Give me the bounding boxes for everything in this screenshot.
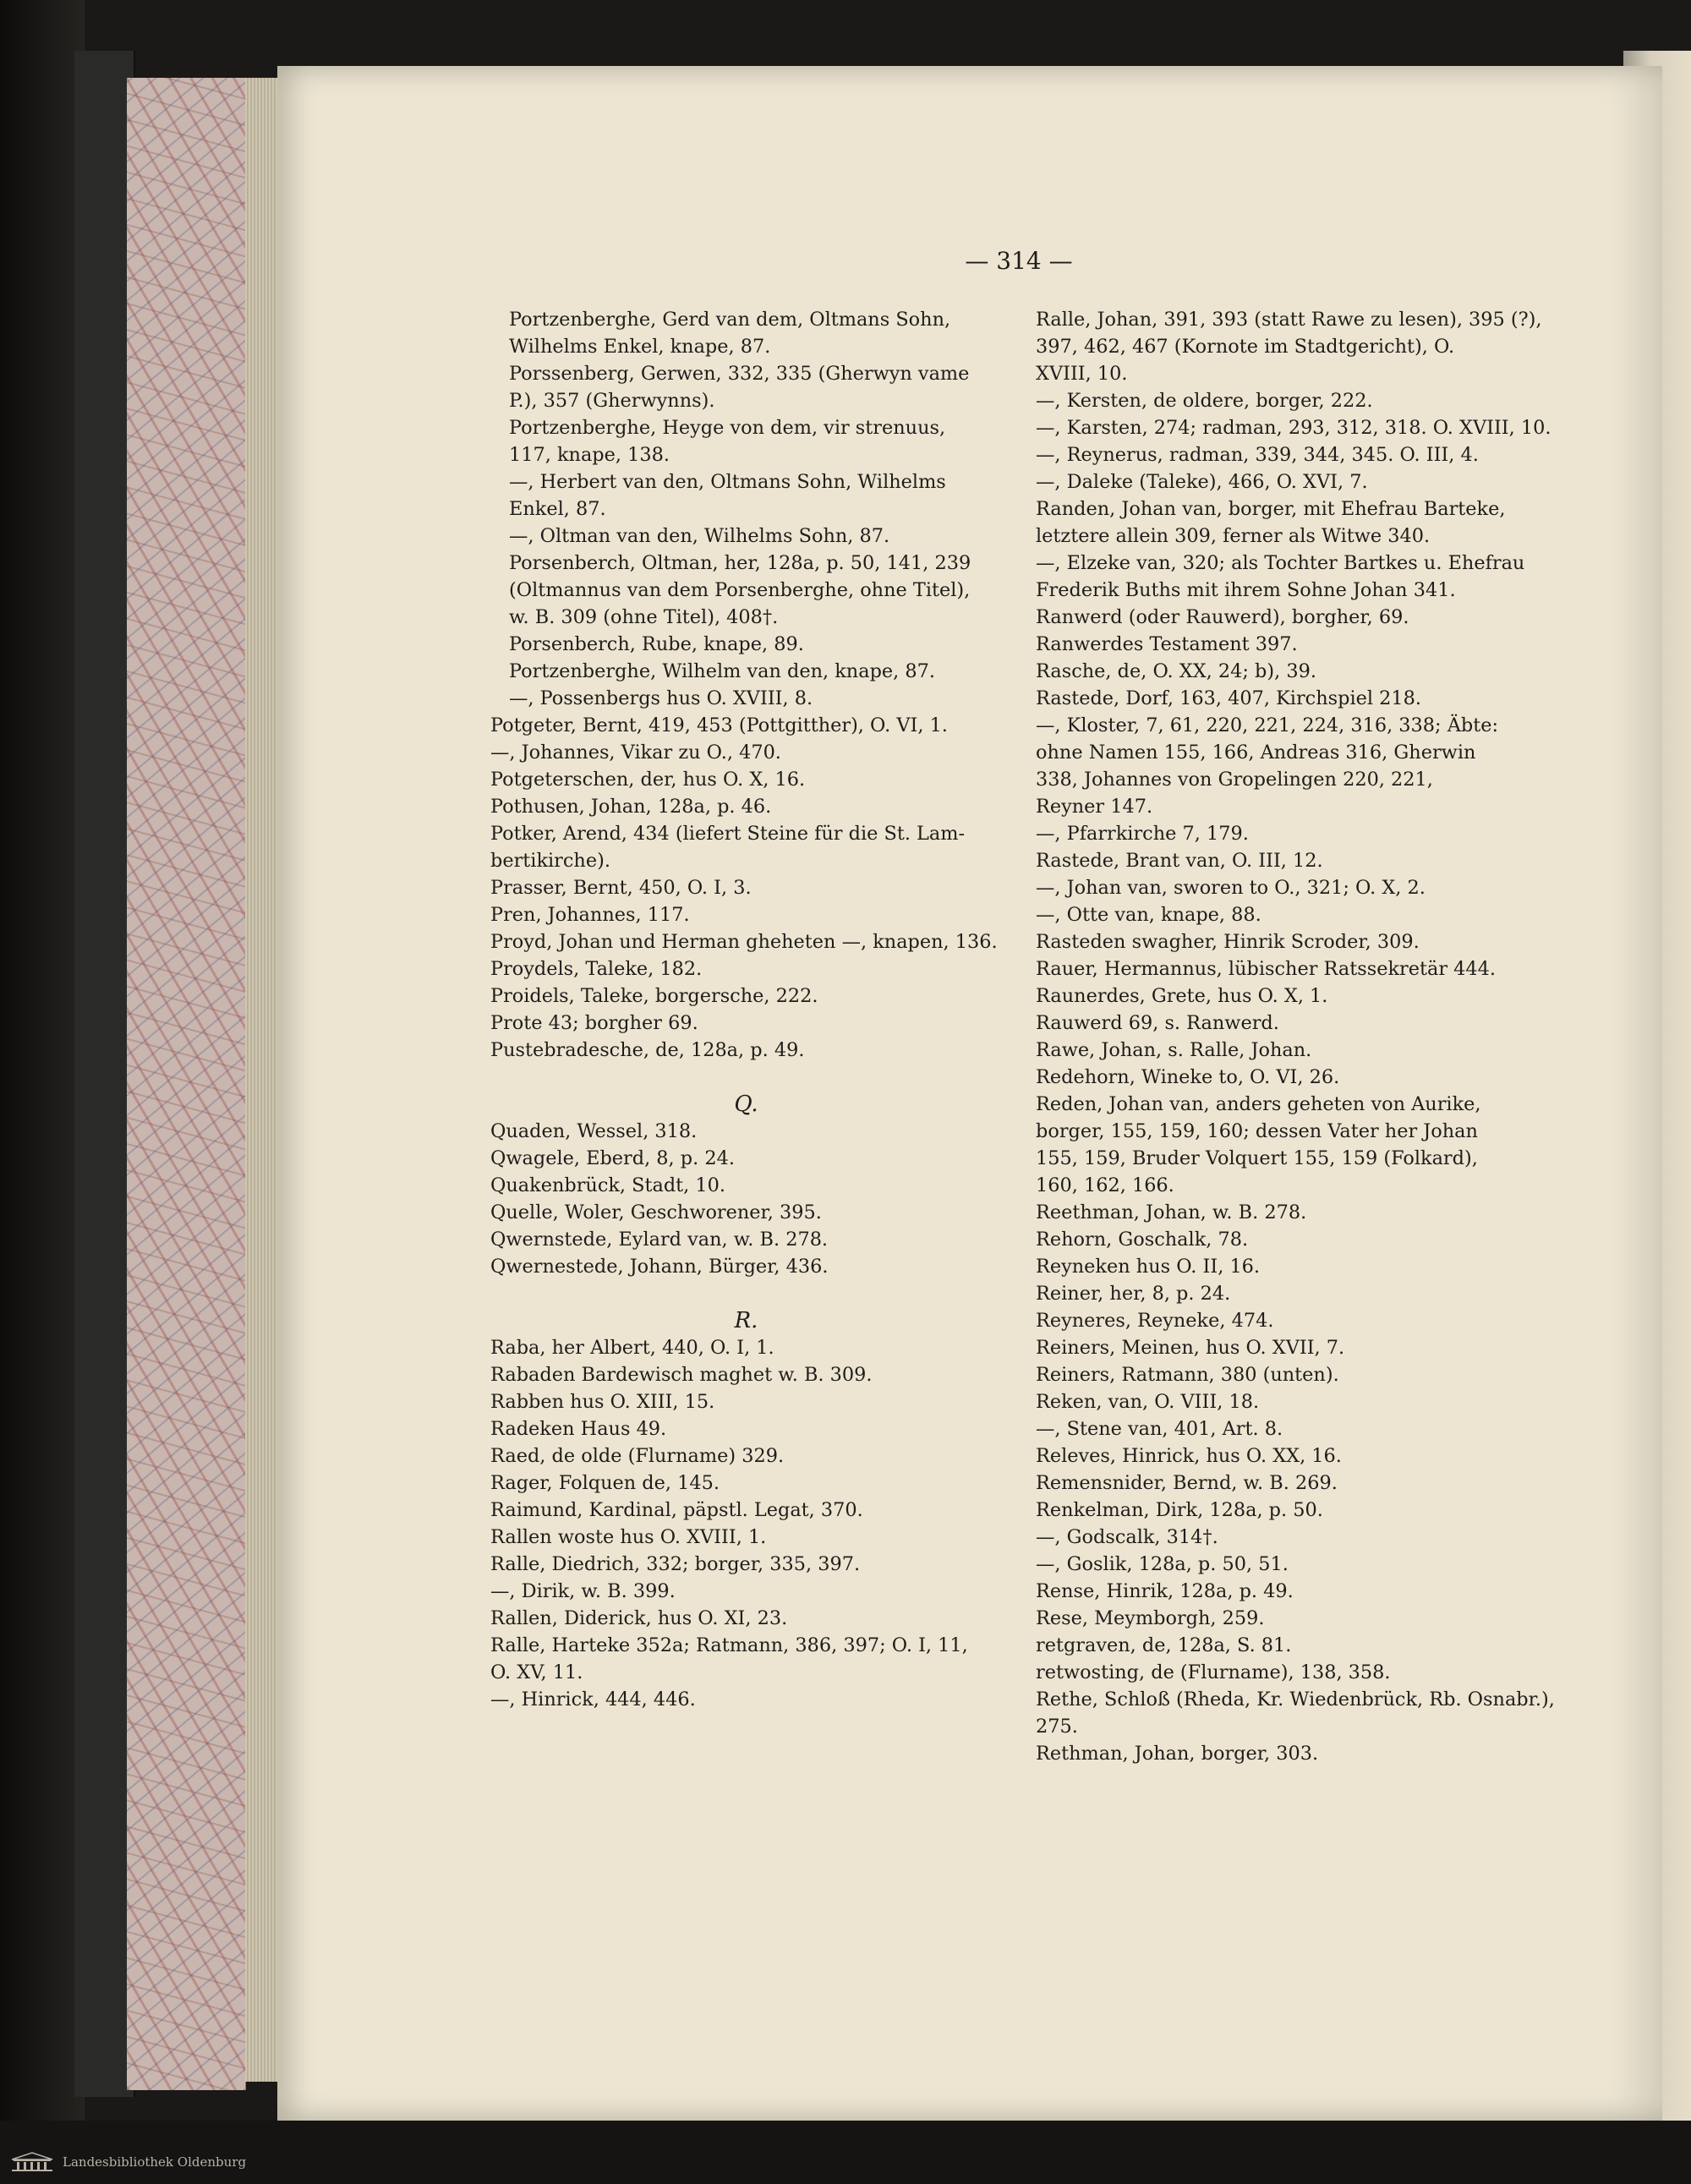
- index-entry-line: Portzenberghe, Wilhelm van den, knape, 87.: [509, 660, 935, 682]
- index-entry-line: —, Johan van, sworen to O., 321; O. X, 2.: [1036, 877, 1426, 899]
- index-entry-line: Reyneres, Reyneke, 474.: [1036, 1310, 1274, 1332]
- index-entry-line: Rawe, Johan, s. Ralle, Johan.: [1036, 1039, 1312, 1061]
- book-edge: [0, 0, 85, 2184]
- index-entry-line: 275.: [1036, 1716, 1078, 1738]
- index-entry-line: Rabben hus O. XIII, 15.: [490, 1391, 715, 1413]
- index-entry-line: (Oltmannus van dem Porsenberghe, ohne Titel),: [509, 579, 971, 601]
- index-entry-line: 155, 159, Bruder Volquert 155, 159 (Folkard),: [1036, 1147, 1478, 1169]
- index-entry-line: 397, 462, 467 (Kornote im Stadtgericht), O.: [1036, 336, 1455, 358]
- index-entry-line: 160, 162, 166.: [1036, 1174, 1174, 1196]
- index-entry-line: 338, Johannes von Gropelingen 220, 221,: [1036, 769, 1433, 791]
- index-entry-line: XVIII, 10.: [1036, 363, 1128, 385]
- index-entry-line: Portzenberghe, Heyge von dem, vir strenuus,: [509, 417, 946, 439]
- index-entry-line: Reethman, Johan, w. B. 278.: [1036, 1201, 1307, 1223]
- index-entry-line: Ranwerdes Testament 397.: [1036, 633, 1298, 655]
- marbled-endpaper: [127, 78, 246, 2090]
- page-stack-edge: [245, 78, 279, 2082]
- index-entry-line: Redehorn, Wineke to, O. VI, 26.: [1036, 1066, 1340, 1088]
- index-entry-line: —, Oltman van den, Wilhelms Sohn, 87.: [509, 525, 890, 547]
- library-name: Landesbibliothek Oldenburg: [63, 2154, 247, 2170]
- index-entry-line: Remensnider, Bernd, w. B. 269.: [1036, 1472, 1338, 1494]
- index-entry-line: Prasser, Bernt, 450, O. I, 3.: [490, 877, 752, 899]
- index-entry-line: —, Kloster, 7, 61, 220, 221, 224, 316, 338; Äbte:: [1036, 714, 1498, 736]
- index-entry-line: Reden, Johan van, anders geheten von Aurike,: [1036, 1093, 1481, 1115]
- index-entry-line: —, Pfarrkirche 7, 179.: [1036, 823, 1249, 845]
- index-entry-line: Reiners, Ratmann, 380 (unten).: [1036, 1364, 1339, 1386]
- index-entry-line: Rauer, Hermannus, lübischer Ratssekretär 444.: [1036, 958, 1497, 980]
- index-entry-line: Ralle, Johan, 391, 393 (statt Rawe zu lesen), 395 (?),: [1036, 309, 1542, 331]
- index-entry-line: Potgeter, Bernt, 419, 453 (Pottgitther), O. VI, 1.: [490, 714, 948, 736]
- index-entry-line: Ranwerd (oder Rauwerd), borgher, 69.: [1036, 606, 1409, 628]
- index-entry-line: retwosting, de (Flurname), 138, 358.: [1036, 1661, 1391, 1683]
- index-entry-line: ohne Namen 155, 166, Andreas 316, Gherwin: [1036, 742, 1476, 764]
- index-entry-line: —, Stene van, 401, Art. 8.: [1036, 1418, 1283, 1440]
- index-entry-line: Porssenberg, Gerwen, 332, 335 (Gherwyn vame: [509, 363, 970, 385]
- index-entry-line: Pothusen, Johan, 128a, p. 46.: [490, 796, 772, 818]
- index-entry-line: —, Dirik, w. B. 399.: [490, 1580, 676, 1602]
- index-entry-line: Rauwerd 69, s. Ranwerd.: [1036, 1012, 1279, 1034]
- index-entry-line: Pren, Johannes, 117.: [490, 904, 690, 926]
- index-entry-line: —, Reynerus, radman, 339, 344, 345. O. III, 4.: [1036, 444, 1479, 466]
- index-entry-line: —, Godscalk, 314†.: [1036, 1526, 1218, 1548]
- index-entry-line: Rallen woste hus O. XVIII, 1.: [490, 1526, 767, 1548]
- index-entry-line: Rastede, Brant van, O. III, 12.: [1036, 850, 1323, 872]
- library-footer: [10, 2148, 246, 2176]
- index-entry-line: Releves, Hinrick, hus O. XX, 16.: [1036, 1445, 1342, 1467]
- index-entry-line: Reiner, her, 8, p. 24.: [1036, 1283, 1231, 1305]
- index-entry-line: Prote 43; borgher 69.: [490, 1012, 698, 1034]
- index-entry-line: Randen, Johan van, borger, mit Ehefrau Barteke,: [1036, 498, 1506, 520]
- index-entry-line: Rasche, de, O. XX, 24; b), 39.: [1036, 660, 1316, 682]
- index-entry-line: Rense, Hinrik, 128a, p. 49.: [1036, 1580, 1294, 1602]
- index-entry-line: Raba, her Albert, 440, O. I, 1.: [490, 1337, 774, 1359]
- index-entry-line: w. B. 309 (ohne Titel), 408†.: [509, 606, 779, 628]
- index-entry-line: Renkelman, Dirk, 128a, p. 50.: [1036, 1499, 1323, 1521]
- index-entry-line: Ralle, Diedrich, 332; borger, 335, 397.: [490, 1553, 861, 1575]
- index-entry-line: [490, 1064, 1002, 1091]
- index-entry-line: Rehorn, Goschalk, 78.: [1036, 1229, 1249, 1251]
- index-entry-line: Rabaden Bardewisch maghet w. B. 309.: [490, 1364, 873, 1386]
- index-entry-line: Reyneken hus O. II, 16.: [1036, 1256, 1261, 1278]
- index-entry-line: Qwagele, Eberd, 8, p. 24.: [490, 1147, 735, 1169]
- index-entry-line: —, Kersten, de oldere, borger, 222.: [1036, 390, 1373, 412]
- index-entry-line: Radeken Haus 49.: [490, 1418, 667, 1440]
- section-heading: R.: [734, 1308, 758, 1333]
- index-entry-line: —, Daleke (Taleke), 466, O. XVI, 7.: [1036, 471, 1368, 493]
- scan-background: [0, 2121, 1691, 2184]
- index-entry-line: Wilhelms Enkel, knape, 87.: [509, 336, 771, 358]
- index-entry-line: [490, 1280, 1002, 1307]
- index-entry-line: Rager, Folquen de, 145.: [490, 1472, 720, 1494]
- index-entry-line: Porsenberch, Rube, knape, 89.: [509, 633, 804, 655]
- index-entry-line: letztere allein 309, ferner als Witwe 340.: [1036, 525, 1431, 547]
- index-entry-line: Rethe, Schloß (Rheda, Kr. Wiedenbrück, Rb. Osnabr.),: [1036, 1689, 1555, 1711]
- index-entry-line: Reyner 147.: [1036, 796, 1153, 818]
- index-entry-line: Potker, Arend, 434 (liefert Steine für die St. Lam-: [490, 823, 966, 845]
- index-entry-line: Potgeterschen, der, hus O. X, 16.: [490, 769, 806, 791]
- section-heading: Q.: [734, 1092, 758, 1117]
- index-entry-line: 117, knape, 138.: [509, 444, 670, 466]
- index-entry-line: Pustebradesche, de, 128a, p. 49.: [490, 1039, 805, 1061]
- index-entry-line: Reiners, Meinen, hus O. XVII, 7.: [1036, 1337, 1345, 1359]
- index-column-left: [490, 306, 1002, 1713]
- index-entry-line: O. XV, 11.: [490, 1661, 583, 1683]
- index-entry-line: Rese, Meymborgh, 259.: [1036, 1607, 1265, 1629]
- index-entry-line: Raimund, Kardinal, päpstl. Legat, 370.: [490, 1499, 863, 1521]
- index-entry-line: Reken, van, O. VIII, 18.: [1036, 1391, 1260, 1413]
- index-entry-line: Rastede, Dorf, 163, 407, Kirchspiel 218.: [1036, 687, 1422, 709]
- index-entry-line: Quelle, Woler, Geschworener, 395.: [490, 1201, 822, 1223]
- page-number: — 314 —: [965, 247, 1073, 275]
- index-entry-line: Rallen, Diderick, hus O. XI, 23.: [490, 1607, 788, 1629]
- index-entry-line: P.), 357 (Gherwynns).: [509, 390, 715, 412]
- index-entry-line: —, Elzeke van, 320; als Tochter Bartkes u. Ehefrau: [1036, 552, 1525, 574]
- index-entry-line: Ralle, Harteke 352a; Ratmann, 386, 397; O. I, 11,: [490, 1634, 968, 1656]
- index-entry-line: Qwernestede, Johann, Bürger, 436.: [490, 1256, 829, 1278]
- index-entry-line: Porsenberch, Oltman, her, 128a, p. 50, 141, 239: [509, 552, 971, 574]
- index-entry-line: Raunerdes, Grete, hus O. X, 1.: [1036, 985, 1328, 1007]
- index-entry-line: borger, 155, 159, 160; dessen Vater her Johan: [1036, 1120, 1478, 1142]
- index-entry-line: —, Goslik, 128a, p. 50, 51.: [1036, 1553, 1289, 1575]
- index-entry-line: retgraven, de, 128a, S. 81.: [1036, 1634, 1292, 1656]
- index-entry-line: Quaden, Wessel, 318.: [490, 1120, 698, 1142]
- index-entry-line: Rasteden swagher, Hinrik Scroder, 309.: [1036, 931, 1420, 953]
- index-entry-line: —, Johannes, Vikar zu O., 470.: [490, 742, 781, 764]
- index-entry-line: Enkel, 87.: [509, 498, 606, 520]
- index-entry-line: bertikirche).: [490, 850, 610, 872]
- index-column-right: [1036, 306, 1560, 1767]
- index-entry-line: —, Karsten, 274; radman, 293, 312, 318. O. XVIII, 10.: [1036, 417, 1551, 439]
- library-building-icon: [10, 2151, 54, 2173]
- index-entry-line: —, Possenbergs hus O. XVIII, 8.: [509, 687, 813, 709]
- index-entry-line: Proidels, Taleke, borgersche, 222.: [490, 985, 818, 1007]
- index-entry-line: Frederik Buths mit ihrem Sohne Johan 341.: [1036, 579, 1456, 601]
- index-entry-line: —, Herbert van den, Oltmans Sohn, Wilhelms: [509, 471, 946, 493]
- index-entry-line: Proydels, Taleke, 182.: [490, 958, 703, 980]
- index-entry-line: Rethman, Johan, borger, 303.: [1036, 1743, 1319, 1765]
- index-entry-line: Portzenberghe, Gerd van dem, Oltmans Sohn,: [509, 309, 951, 331]
- index-entry-line: Qwernstede, Eylard van, w. B. 278.: [490, 1229, 829, 1251]
- index-entry-line: Proyd, Johan und Herman gheheten —, knapen, 136.: [490, 931, 998, 953]
- index-entry-line: Quakenbrück, Stadt, 10.: [490, 1174, 726, 1196]
- index-entry-line: Raed, de olde (Flurname) 329.: [490, 1445, 785, 1467]
- index-entry-line: —, Otte van, knape, 88.: [1036, 904, 1261, 926]
- index-entry-line: —, Hinrick, 444, 446.: [490, 1689, 696, 1711]
